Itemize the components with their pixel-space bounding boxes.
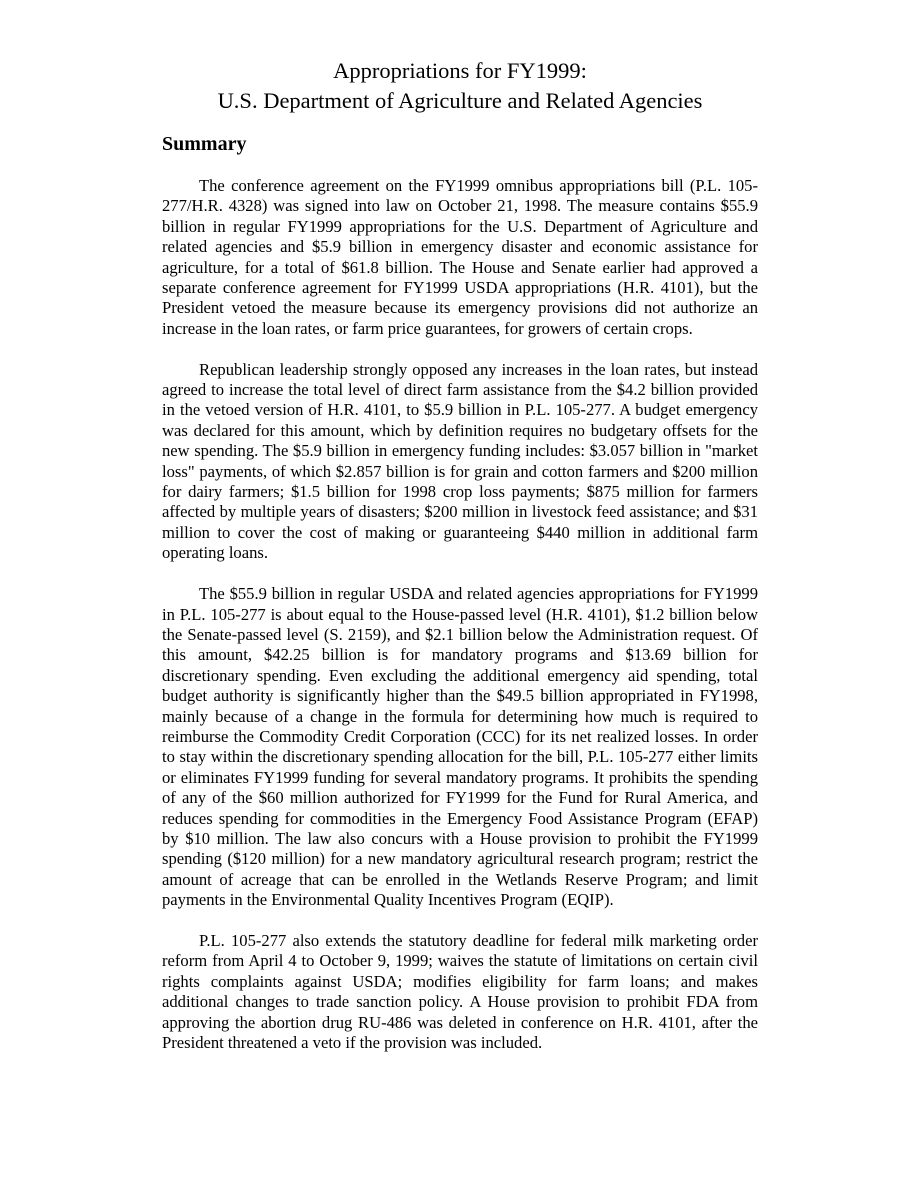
paragraph-3: The $55.9 billion in regular USDA and related agencies appropriations for FY1999 in P.L. 105-277 is about equal to the House-passed level (H.R. 4101), $1.2 billion below the Senate-passed level (S. 2159), and $2.1 billion below the Administration request. Of this amount, $42.25 billion is for mandatory programs and $13.69 billion for discretionary spending. Even excluding the additional emergency aid spending, total budget authority is significantly higher than the $49.5 billion appropriated in FY1998, mainly because of a change in the formula for determining how much is required to reimburse the Commodity Credit Corporation (CCC) for its net realized losses. In order to stay within the discretionary spending allocation for the bill, P.L. 105-277 either limits or eliminates FY1999 funding for several mandatory programs. It prohibits the spending of any of the $60 million authorized for FY1999 for the Fund for Rural America, and reduces spending for commodities in the Emergency Food Assistance Program (EFAP) by $10 million. The law also concurs with a House provision to prohibit the FY1999 spending ($120 million) for a new mandatory agricultural research program; restrict the amount of acreage that can be enrolled in the Wetlands Reserve Program; and limit payments in the Environmental Quality Incentives Program (EQIP). bbox=[162, 584, 758, 910]
paragraph-1: The conference agreement on the FY1999 omnibus appropriations bill (P.L. 105-277/H.R. 4328) was signed into law on October 21, 1998. The measure contains $55.9 billion in regular FY1999 appropriations for the U.S. Department of Agriculture and related agencies and $5.9 billion in emergency disaster and economic assistance for agriculture, for a total of $61.8 billion. The House and Senate earlier had approved a separate conference agreement for FY1999 USDA appropriations (H.R. 4101), but the President vetoed the measure because its emergency provisions did not authorize an increase in the loan rates, or farm price guarantees, for growers of certain crops. bbox=[162, 176, 758, 338]
document-title bbox=[0, 56, 920, 116]
paragraph-2: Republican leadership strongly opposed any increases in the loan rates, but instead agreed to increase the total level of direct farm assistance from the $4.2 billion provided in the vetoed version of H.R. 4101, to $5.9 billion in P.L. 105-277. A budget emergency was declared for this amount, which by definition requires no budgetary offsets for the new spending. The $5.9 billion in emergency funding includes: $3.057 billion in "market loss" payments, of which $2.857 billion is for grain and cotton farmers and $200 million for dairy farmers; $1.5 billion for 1998 crop loss payments; $875 million for farmers affected by multiple years of disasters; $200 million in livestock feed assistance; and $31 million to cover the cost of making or guaranteeing $440 million in additional farm operating loans. bbox=[162, 359, 758, 563]
section-heading: Summary bbox=[162, 133, 247, 155]
summary-body bbox=[162, 176, 758, 1074]
title-line-1: Appropriations for FY1999: bbox=[333, 58, 587, 83]
paragraph-4: P.L. 105-277 also extends the statutory deadline for federal milk marketing order reform from April 4 to October 9, 1999; waives the statute of limitations on certain civil rights complaints against USDA; modifies eligibility for farm loans; and makes additional changes to trade sanction policy. A House provision to prohibit FDA from approving the abortion drug RU-486 was deleted in conference on H.R. 4101, after the President threatened a veto if the provision was included. bbox=[162, 930, 758, 1053]
title-line-2: U.S. Department of Agriculture and Related Agencies bbox=[217, 88, 703, 113]
